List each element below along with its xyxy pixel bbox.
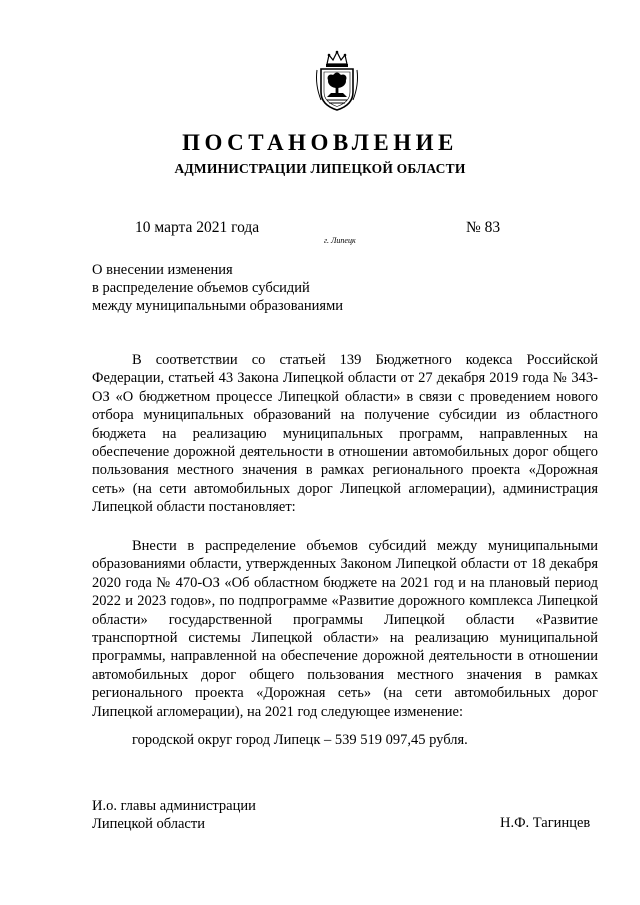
heading-line: между муниципальными образованиями [92, 298, 344, 314]
signatory-position-line: И.о. главы администрации [92, 798, 256, 814]
document-title: ПОСТАНОВЛЕНИЕ [182, 130, 458, 155]
document-heading [92, 261, 343, 315]
document-date: 10 марта 2021 года [135, 219, 260, 236]
heading-line: О внесении изменения [92, 262, 233, 278]
heading-line: в распределение объемов субсидий [92, 280, 310, 296]
document-subtitle: АДМИНИСТРАЦИИ ЛИПЕЦКОЙ ОБЛАСТИ [174, 161, 466, 176]
signatory-name: Н.Ф. Тагинцев [500, 815, 591, 831]
subsidy-amount-line: городской округ город Липецк – 539 519 097,45 рубля. [132, 732, 468, 748]
coat-of-arms-icon [313, 50, 361, 112]
signatory-position-line: Липецкой области [92, 816, 205, 832]
document-number: № 83 [466, 219, 501, 236]
preamble-paragraph: В соответствии со статьей 139 Бюджетного кодекса Российской Федерации, статьей 43 Закона Липецкой области от 27 декабря 2019 года № 343-ОЗ «О бюджетном процессе Липецкой области» в связи с проведением нового отбора муниципальных образований на получение субсидии из областного бюджета на реализацию муниципальных программ, направленных на обеспечение дорожной деятельности в отношении автомобильных дорог общего пользования местного значения в рамках регионального проекта «Дорожная сеть» (на сети автомобильных дорог Липецкой агломерации), администрация Липецкой области постановляет: [92, 352, 598, 516]
signatory-position [92, 797, 256, 833]
resolution-paragraph: Внести в распределение объемов субсидий между муниципальными образованиями области, утвержденных Законом Липецкой области от 18 декабря 2020 года № 470-ОЗ «Об областном бюджете на 2021 год и на плановый период 2022 и 2023 годов», по подпрограмме «Развитие дорожного комплекса Липецкой области» государственной программы Липецкой области «Развитие транспортной системы Липецкой области» на реализацию муниципальной программы, направленной на обеспечение дорожной деятельности в отношении автомобильных дорог общего пользования местного значения в рамках регионального проекта «Дорожная сеть» (на сети автомобильных дорог Липецкой агломерации), на 2021 год следующее изменение: [92, 538, 598, 720]
document-city: г. Липецк [324, 236, 356, 245]
